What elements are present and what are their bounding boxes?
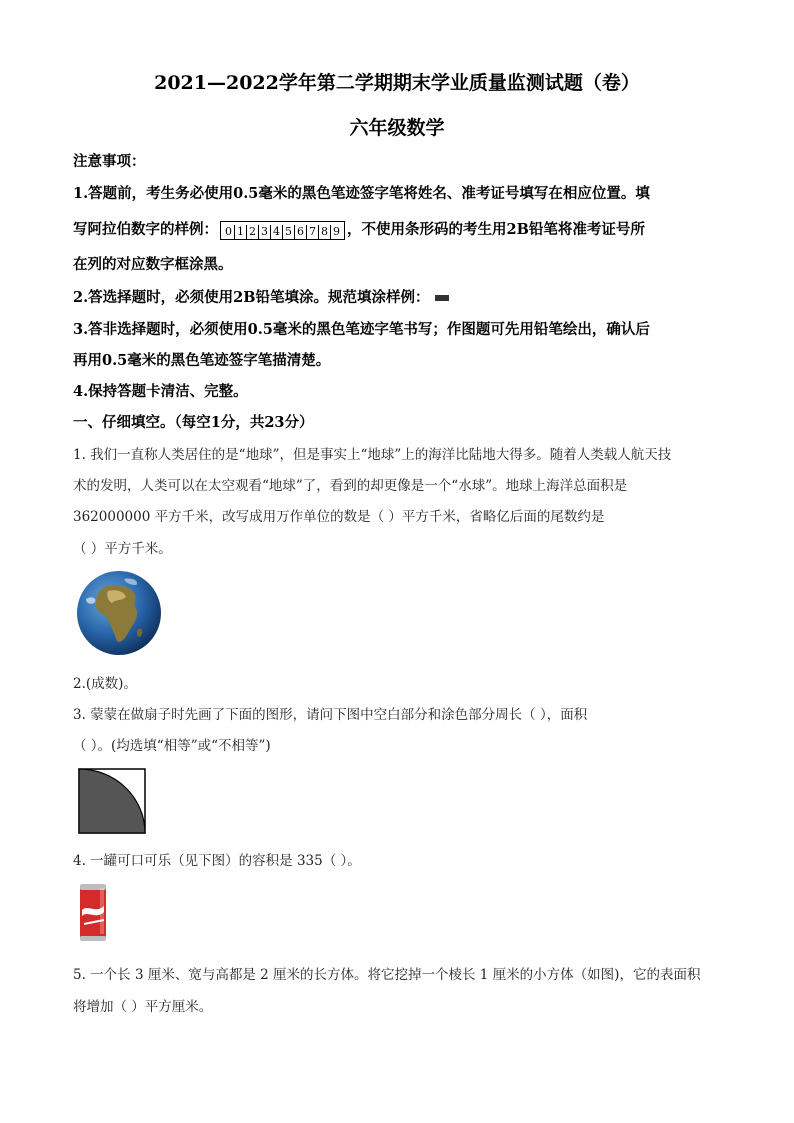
question-3-line-a: 3. 蒙蒙在做扇子时先画了下面的图形，请问下图中空白部分和涂色部分周长（ ），面积 <box>73 707 588 723</box>
note-1-line-a: 1.答题前，考生务必使用0.5毫米的黑色笔迹签字笔将姓名、准考证号填写在相应位置。填 <box>73 185 650 202</box>
question-2: 2.(成数)。 <box>73 676 137 692</box>
note-3-line-a: 3.答非选择题时，必须使用0.5毫米的黑色笔迹字笔书写；作图题可先用铅笔绘出，确认后 <box>73 321 650 338</box>
digit-cell: 9 <box>333 224 340 238</box>
note-3-line-b: 再用0.5毫米的黑色笔迹签字笔描清楚。 <box>73 352 331 369</box>
quarter-circle-figure <box>78 768 146 834</box>
notes-heading: 注意事项： <box>73 153 146 170</box>
note-2 <box>73 286 449 307</box>
note-4: 4.保持答题卡清洁、完整。 <box>73 383 248 400</box>
digit-cell: 0 <box>223 225 235 239</box>
digit-cell: 7 <box>307 225 319 239</box>
question-5-line-a: 5. 一个长 3 厘米、宽与高都是 2 厘米的长方体。将它挖掉一个棱长 1 厘米的小方体（如图)，它的表面积 <box>73 967 701 983</box>
question-1-line-a: 1. 我们一直称人类居住的是“地球”，但是事实上“地球”上的海洋比陆地大得多。随着人类载人航天技 <box>73 447 672 463</box>
note-1-sample-label: 写阿拉伯数字的样例： <box>73 221 218 238</box>
question-1-line-c: 362000000 平方千米，改写成用万作单位的数是（ ）平方千米，省略亿后面的尾数约是 <box>73 509 605 525</box>
note-1-line-c: 在列的对应数字框涂黑。 <box>73 256 233 273</box>
digit-sample-box <box>220 221 345 240</box>
digit-cell: 2 <box>247 225 259 239</box>
digit-cell: 1 <box>235 225 247 239</box>
note-1-line-b <box>73 218 645 240</box>
fill-sample-mark <box>435 295 449 301</box>
earth-globe-image <box>74 569 164 657</box>
question-4: 4. 一罐可口可乐（见下图）的容积是 335（ ）。 <box>73 853 361 869</box>
note-2-text: 2.答选择题时，必须使用2B铅笔填涂。规范填涂样例： <box>73 289 430 306</box>
question-3-line-b: （ ）。(均选填“相等”或“不相等”) <box>73 738 271 754</box>
cola-can-image <box>76 880 112 944</box>
question-5-line-b: 将增加（ ）平方厘米。 <box>73 999 213 1015</box>
section-1-heading: 一、仔细填空。（每空1分，共23分） <box>73 414 314 431</box>
digit-cell: 4 <box>271 225 283 239</box>
question-1-line-d: （ ）平方千米。 <box>73 541 172 557</box>
exam-subtitle: 六年级数学 <box>349 117 445 139</box>
digit-cell: 8 <box>319 225 331 239</box>
digit-cell: 3 <box>259 225 271 239</box>
digit-cell: 5 <box>283 225 295 239</box>
exam-title: 2021—2022学年第二学期期末学业质量监测试题（卷） <box>154 72 640 94</box>
note-1-sample-tail: ，不使用条形码的考生用2B铅笔将准考证号所 <box>347 221 645 238</box>
question-1-line-b: 术的发明，人类可以在太空观看“地球”了，看到的却更像是一个“水球”。地球上海洋总面积是 <box>73 478 628 494</box>
digit-cell: 6 <box>295 225 307 239</box>
